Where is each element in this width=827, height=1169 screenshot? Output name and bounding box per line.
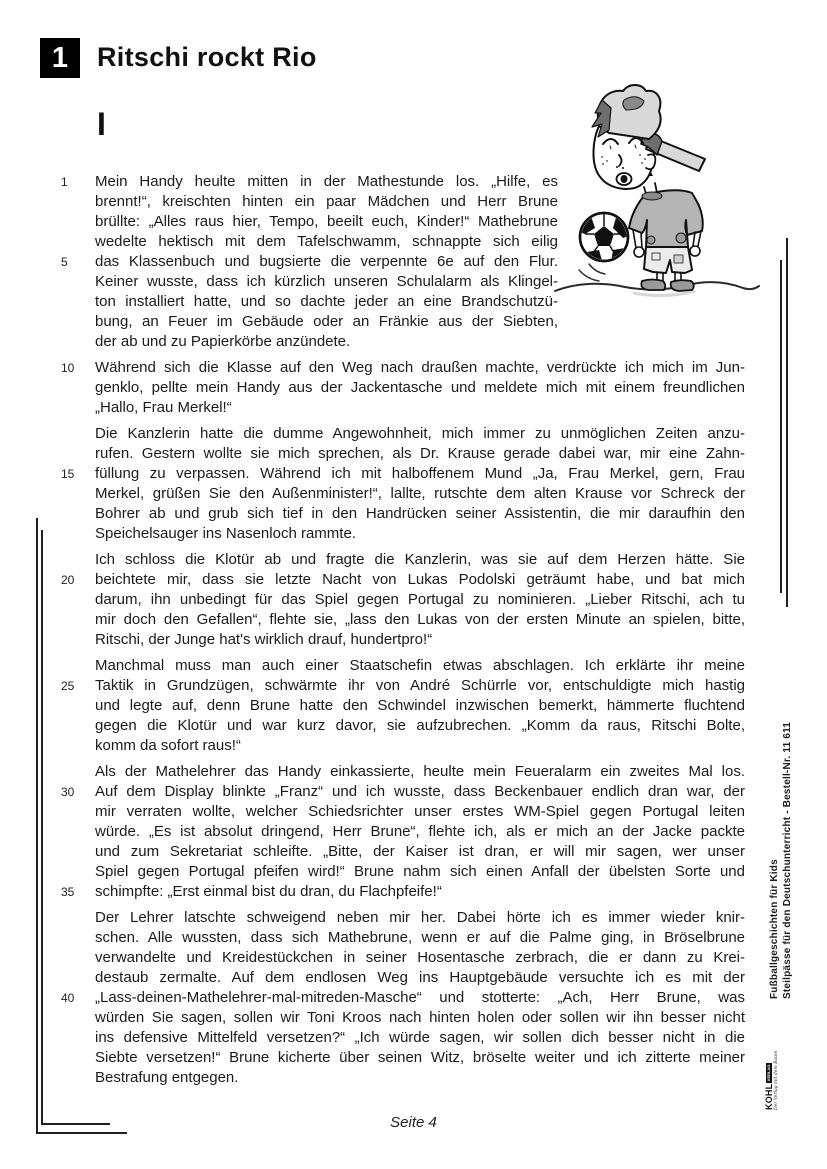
line-number: 25 xyxy=(61,679,75,693)
line-number: 40 xyxy=(61,991,75,1005)
story-line: Die Kanzlerin hatte die dumme Angewohnheit, mich immer zu unmöglichen Zeiten anzu- xyxy=(95,425,745,442)
story-line: 10 Während sich die Klasse auf den Weg nach draußen machte, verdrückte ich mich im Jun- xyxy=(61,359,745,376)
story-line: Spiel gegen Portugal pfeifen wird!“ Brune nahm sich einen Anfall der übelsten Sorte und xyxy=(95,863,745,880)
story-line: brüllte: „Alles raus hier, Tempo, beeilt euch, Kinder!“ Mathebrune xyxy=(95,213,558,230)
story-line: und legte auf, denn Brune hatte den Schwindel inzwischen bemerkt, hämmerte fluchtend xyxy=(95,697,745,714)
frame-line-right-outer xyxy=(786,238,788,607)
story-line: 25 Taktik in Grundzügen, schwärmte ihr von André Schürrle vor, entschuldigte mich hastig xyxy=(61,677,745,694)
story-paragraph xyxy=(61,172,558,352)
story-line: Merkel, grüßen Sie den Außenminister!“, lallte, rutschte dem alten Krause vor Schreck der xyxy=(95,485,745,502)
story-line: destaub zermalte. Auf dem endlosen Weg ins Hauptgebäude versuchte ich es mit der xyxy=(95,969,745,986)
story-text xyxy=(61,172,745,1094)
chapter-number-box: 1 xyxy=(40,38,80,78)
story-line: bung, an Feuer im Gebäude oder an Fränkie aus der Siebten, xyxy=(95,313,558,330)
line-number: 15 xyxy=(61,467,75,481)
story-line: 5 das Klassenbuch und bugsierte die verpennte 6e auf den Flur. xyxy=(61,253,558,270)
story-line: rufen. Gestern wollte sie mich sprechen, als Dr. Krause gerade dabei war, mir eine Zahn- xyxy=(95,445,745,462)
story-line: Speichelsauger ins Nasenloch rammte. xyxy=(95,525,356,542)
frame-line-left-outer xyxy=(36,518,38,1134)
story-line: und zum Sekretariat schleifte. „Bitte, der Kaiser ist dran, er will mir sagen, wer unser xyxy=(95,843,745,860)
story-line: Manchmal muss man auch einer Staatschefin etwas abschlagen. Ich erklärte ihr meine xyxy=(95,657,745,674)
logo-brand-suffix: VERLAG xyxy=(766,1064,771,1082)
frame-line-bottom-outer xyxy=(36,1132,127,1134)
sidebar-caption xyxy=(768,722,794,999)
story-line: Bohrer ab und grub sich tief in den Handrücken seiner Assistentin, die mir daraufhin den xyxy=(95,505,745,522)
story-paragraph xyxy=(61,762,745,902)
sidebar-series-title: Fußballgeschichten für Kids xyxy=(769,859,780,999)
story-line: wedelte hektisch mit dem Tafelschwamm, schnappte sich eilig xyxy=(95,233,558,250)
story-line: Als der Mathelehrer das Handy einkassierte, heulte mein Feueralarm ein zweites Mal los. xyxy=(95,763,745,780)
story-paragraph xyxy=(61,424,745,544)
story-line: 40 „Lass-deinen-Mathelehrer-mal-mitreden-Masche“ und stotterte: „Ach, Herr Brune, was xyxy=(61,989,745,1006)
story-line: der ab und zu Papierkörbe anzündete. xyxy=(95,333,351,350)
story-line: schen. Alle wussten, dass sich Mathebrune, wenn er auf die Palme ging, in Bröselbrune xyxy=(95,929,745,946)
line-number: 1 xyxy=(61,175,68,189)
story-line: 15 füllung zu verpassen. Während ich mit halboffenem Mund „Ja, Frau Merkel, gern, Frau xyxy=(61,465,745,482)
section-marker: I xyxy=(97,106,106,142)
story-paragraph xyxy=(61,908,745,1088)
story-line: 35 schimpfte: „Erst einmal bist du dran, du Flachpfeife!“ xyxy=(61,883,442,900)
story-line: würde. „Es ist absolut dringend, Herr Brune“, flehte ich, als er mich an der Jacke packte xyxy=(95,823,745,840)
story-line: 20 beichtete mir, dass sie letzte Nacht von Lukas Podolski geträumt habe, und bat mich xyxy=(61,571,745,588)
story-line: würden Sie sagen, sollen wir Toni Kroos nach hinten holen oder sollen wir ihn besser nicht xyxy=(95,1009,745,1026)
story-line: Keiner wusste, dass ich kürzlich unseren Schulalarm als Klingel- xyxy=(95,273,558,290)
story-line: „Hallo, Frau Merkel!“ xyxy=(95,399,232,416)
story-line: gegen die Klotür und war kurz davor, sie aufzubrechen. „Komm da raus, Ritschi Bolte, xyxy=(95,717,745,734)
story-line: 1 Mein Handy heulte mitten in der Mathestunde los. „Hilfe, es xyxy=(61,173,558,190)
page-title: Ritschi rockt Rio xyxy=(97,42,317,72)
frame-line-right-inner xyxy=(780,260,782,593)
logo-brand-text: KOHL xyxy=(763,1083,774,1110)
story-line: Der Lehrer latschte schweigend neben mir her. Dabei hörte ich es immer wieder knir- xyxy=(95,909,745,926)
story-paragraph xyxy=(61,358,745,418)
logo-tagline: Der Verlag mit dem Baum xyxy=(773,1050,779,1110)
story-line: komm da sofort raus!“ xyxy=(95,737,241,754)
story-paragraph xyxy=(61,656,745,756)
frame-line-left-inner xyxy=(41,530,43,1125)
story-line: Ich schloss die Klotür ab und fragte die Kanzlerin, was sie auf dem Herzen hätte. Sie xyxy=(95,551,745,568)
story-line: 30 Auf dem Display blinkte „Franz“ und ich wusste, dass Beckenbauer endlich dran war, der xyxy=(61,783,745,800)
kohl-verlag-logo xyxy=(760,1050,782,1112)
story-line: Ritschi, der Junge hat's wirklich drauf, hundertpro!“ xyxy=(95,631,433,648)
story-line: Bestrafung entgegen. xyxy=(95,1069,239,1086)
line-number: 35 xyxy=(61,885,75,899)
story-line: verwandelte und Kreidestückchen in seiner Hosentasche zerbrach, die er dann zu Krei- xyxy=(95,949,745,966)
sidebar-subtitle-ordernumber: Steilpässe für den Deutschunterricht - Bestell-Nr. 11 611 xyxy=(782,721,793,999)
line-number: 30 xyxy=(61,785,75,799)
line-number: 5 xyxy=(61,255,68,269)
story-line: brennt!“, kreischten hinten ein paar Mädchen und Herr Brune xyxy=(95,193,558,210)
page-number: Seite 4 xyxy=(390,1114,437,1131)
story-paragraph xyxy=(61,550,745,650)
story-line: darum, ihn unbedingt für das Spiel gegen Portugal zu nominieren. „Lieber Ritschi, ach tu xyxy=(95,591,745,608)
story-line: mir verraten wollte, welcher Schiedsrichter unser erstes WM-Spiel gegen Portugal leiten xyxy=(95,803,745,820)
story-line: ins defensive Mittelfeld versetzen?“ „Ich würde sagen, wir sollen dich besser nicht in die xyxy=(95,1029,745,1046)
story-line: ton installiert hatte, und so dachte jeder an eine Brandschutzü- xyxy=(95,293,558,310)
story-line: genklo, pellte mein Handy aus der Jackentasche und meldete mich mit einem freundlichen xyxy=(95,379,745,396)
story-line: Siebte versetzen!“ Brune kicherte über seinen Witz, bröselte weiter und ich zitterte meiner xyxy=(95,1049,745,1066)
line-number: 20 xyxy=(61,573,75,587)
line-number: 10 xyxy=(61,361,75,375)
story-line: mir doch den Gefallen“, flehte sie, „lass den Lukas von der ersten Minute an spielen, bitte, xyxy=(95,611,745,628)
